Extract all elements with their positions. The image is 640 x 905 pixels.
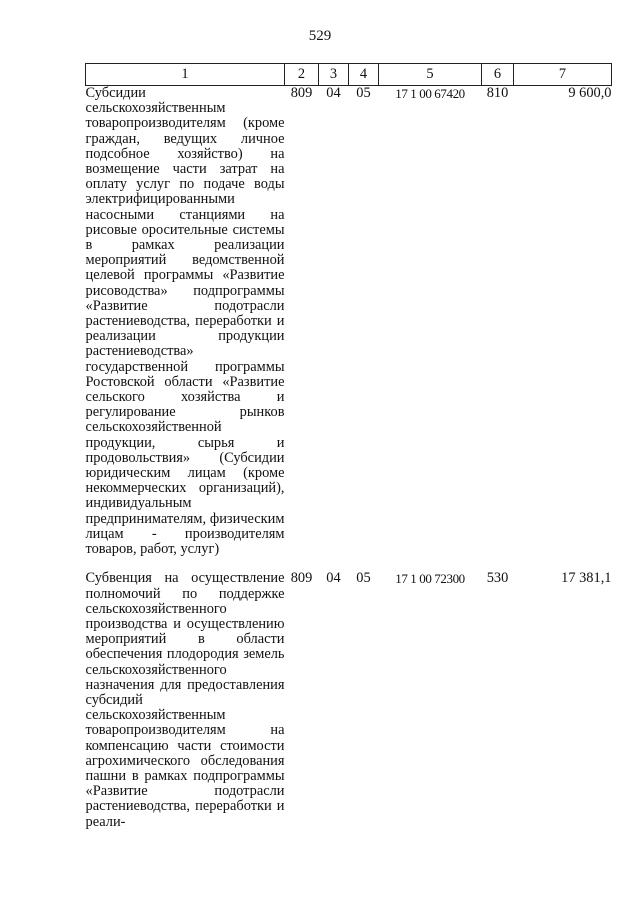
header-col-5: 5 — [379, 64, 482, 86]
row-expense-type: 530 — [486, 570, 509, 587]
row-section-code: 04 — [326, 85, 341, 101]
row-subsection-code: 05 — [356, 85, 371, 101]
row-description: Субвенция на осуществление полномочий по поддержке сельскохозяйственного производства и осуществлению мероприятий в области обеспечения плодородия земель сельскохозяйственного назначения для предоставления субсидий сельскохозяйственным товаропроизводителям на компенсацию части стоимости агрохимического обследования пашни в рамках подпрограммы «Развитие подотрасли растениеводства, переработки и реали- — [85, 570, 285, 830]
header-row — [86, 64, 612, 86]
row-amount: 17 381,1 — [561, 570, 612, 587]
page-number: 529 — [308, 28, 332, 44]
row-ministry-code: 809 — [290, 85, 313, 101]
header-col-7: 7 — [514, 64, 612, 86]
table-row — [86, 86, 612, 558]
header-col-6: 6 — [482, 64, 514, 86]
header-col-3: 3 — [319, 64, 349, 86]
header-col-2: 2 — [285, 64, 319, 86]
row-amount: 9 600,0 — [568, 85, 612, 101]
row-section-code: 04 — [326, 570, 341, 587]
row-description: Субсидии сельскохозяйственным товаропроизводителям (кроме граждан, ведущих личное подсобное хозяйство) на возмещение части затрат на оплату услуг по подаче воды электрифицированными насосными станциями на рисовые оросительные системы в рамках реализации мероприятий ведомственной целевой программы «Развитие рисоводства» подпрограммы «Развитие подотрасли растениеводства, переработки и реализации продукции растениеводства» государственной программы Ростовской области «Развитие сельского хозяйства и регулирование рынков сельскохозяйственной продукции, сырья и продовольствия» (Субсидии юридическим лицам (кроме некоммерческих организаций), индивидуальным предпринимателям, физическим лицам - производителям товаров, работ, услуг) — [85, 85, 285, 558]
row-target-article: 17 1 00 67420 — [395, 86, 465, 101]
budget-table — [85, 63, 612, 830]
table-row — [86, 557, 612, 829]
row-target-article: 17 1 00 72300 — [395, 571, 465, 587]
header-col-4: 4 — [349, 64, 379, 86]
row-ministry-code: 809 — [290, 570, 313, 587]
row-subsection-code: 05 — [356, 570, 371, 587]
header-col-1: 1 — [86, 64, 285, 86]
row-expense-type: 810 — [486, 85, 509, 101]
